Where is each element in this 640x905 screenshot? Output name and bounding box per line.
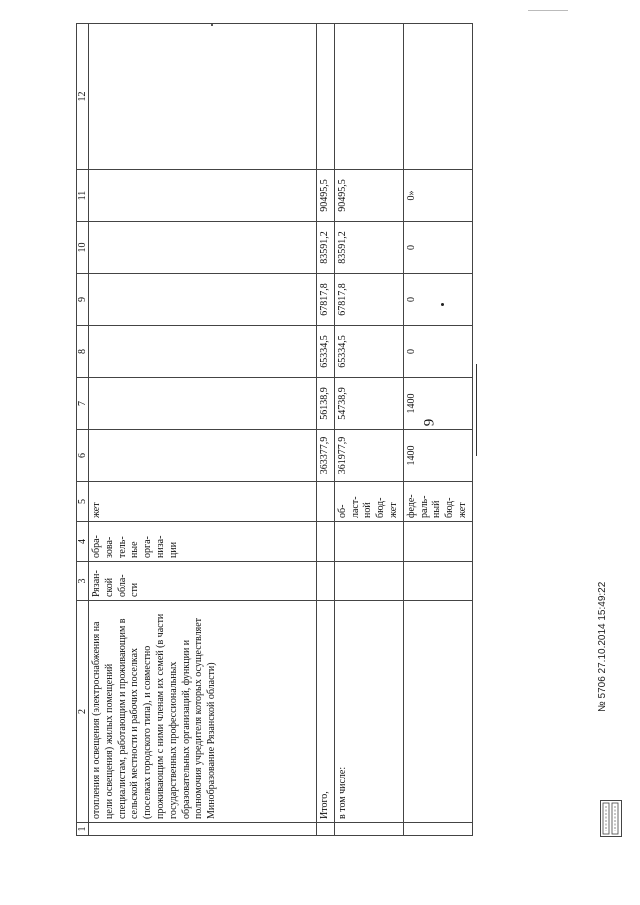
table-cell: 90495,5 xyxy=(334,170,403,222)
table-cell: 0 xyxy=(403,274,472,326)
table-cell: феде-раль-ный бюд-жет xyxy=(403,482,472,522)
table-cell: 56138,9 xyxy=(317,378,335,430)
table-cell: 67817,8 xyxy=(317,274,335,326)
table-cell: 65334,5 xyxy=(317,326,335,378)
table-row xyxy=(334,24,403,836)
table-cell: 0 xyxy=(403,222,472,274)
table-row xyxy=(403,24,472,836)
table-cell xyxy=(403,823,472,836)
total-label: Итого, xyxy=(317,601,335,823)
table-cell: Рязан-ской обла-сти xyxy=(89,562,317,601)
table-cell: 0 xyxy=(403,326,472,378)
header-cell: 1 xyxy=(77,823,89,836)
table-cell: 90495,5 xyxy=(317,170,335,222)
table-cell xyxy=(89,823,317,836)
subtotal-label: в том числе: xyxy=(334,601,403,823)
table-cell xyxy=(334,522,403,562)
table-cell: 83591,2 xyxy=(317,222,335,274)
table-cell xyxy=(334,823,403,836)
page-number: 9 xyxy=(421,418,438,427)
table-cell xyxy=(89,326,317,378)
header-cell: 12 xyxy=(77,24,89,170)
rotated-table-wrapper xyxy=(76,24,468,836)
table-cell xyxy=(89,274,317,326)
scan-mark xyxy=(528,10,568,11)
measure-description: отопления и освещения (электроснабжения на цели освещения) жилых помещений специалистам, работающим и проживающим в сельской местности и рабочих поселках (поселках городского типа), и совместно проживающим с ними членам их семей (в части государственных профессиональных образовательных организаций, функции и полномочия учредителя которых осуществляет Минобразование Рязанской области) xyxy=(89,601,317,823)
table-row xyxy=(89,24,317,836)
table-cell: 363377,9 xyxy=(317,430,335,482)
document-footer xyxy=(597,502,608,712)
table-cell xyxy=(403,562,472,601)
table-cell: 67817,8 xyxy=(334,274,403,326)
header-cell: 2 xyxy=(77,601,89,823)
table-cell: 1400 xyxy=(403,430,472,482)
table-cell: 83591,2 xyxy=(334,222,403,274)
table-row xyxy=(317,24,335,836)
table-cell xyxy=(334,562,403,601)
table-cell xyxy=(317,823,335,836)
margin-rule xyxy=(476,364,477,456)
document-datetime: 27.10.2014 15:49:22 xyxy=(597,581,608,674)
table-cell: 1400 xyxy=(403,378,472,430)
table-cell xyxy=(89,170,317,222)
table-cell xyxy=(89,24,317,170)
table-cell: об-ласт-ной бюд-жет xyxy=(334,482,403,522)
table-cell xyxy=(317,562,335,601)
table-cell: обра-зова-тель-ные орга-низа-ции xyxy=(89,522,317,562)
table-cell xyxy=(317,522,335,562)
header-cell: 8 xyxy=(77,326,89,378)
table-cell xyxy=(317,482,335,522)
table-cell xyxy=(89,430,317,482)
table-cell xyxy=(89,378,317,430)
header-cell: 10 xyxy=(77,222,89,274)
table-cell xyxy=(403,601,472,823)
table-cell: жет xyxy=(89,482,317,522)
header-cell: 4 xyxy=(77,522,89,562)
table-cell xyxy=(89,222,317,274)
table-cell xyxy=(317,24,335,170)
table-cell: 65334,5 xyxy=(334,326,403,378)
table-cell: 0» xyxy=(403,170,472,222)
header-cell: 3 xyxy=(77,562,89,601)
header-cell: 5 xyxy=(77,482,89,522)
header-cell: 6 xyxy=(77,430,89,482)
table-cell: 54738,9 xyxy=(334,378,403,430)
table-cell: 361977,9 xyxy=(334,430,403,482)
registration-stamp-icon xyxy=(600,800,622,837)
header-cell: 9 xyxy=(77,274,89,326)
table-cell xyxy=(403,522,472,562)
table-cell xyxy=(334,24,403,170)
header-cell: 7 xyxy=(77,378,89,430)
header-row xyxy=(77,24,89,836)
table-cell xyxy=(403,24,472,170)
document-number: № 5706 xyxy=(597,676,608,712)
header-cell: 11 xyxy=(77,170,89,222)
budget-table xyxy=(76,23,473,836)
